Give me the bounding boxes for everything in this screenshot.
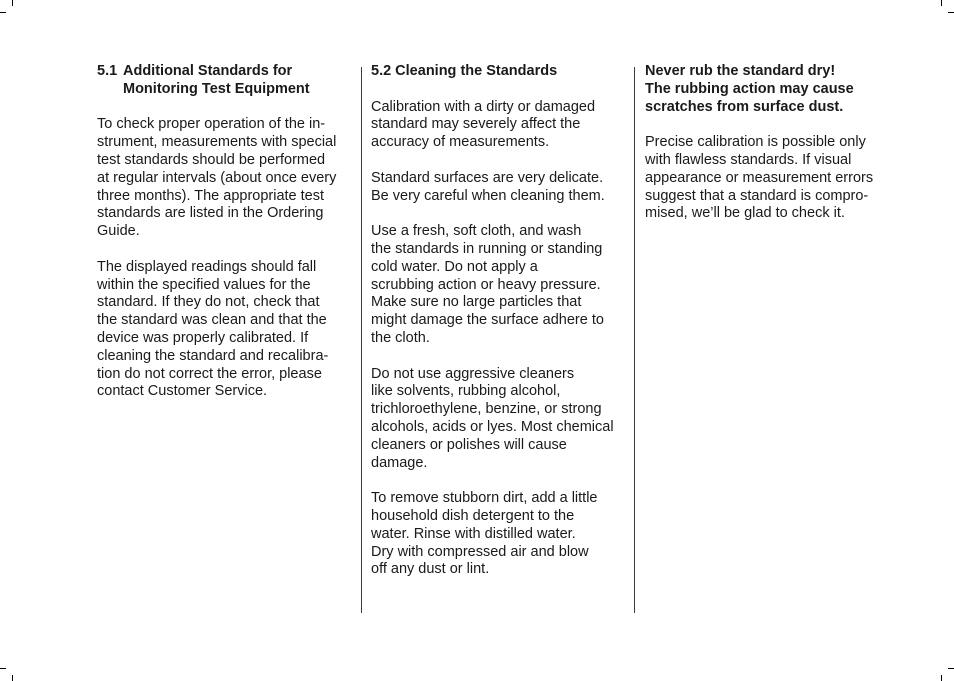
section-5-1-paragraph-1: To check proper operation of the in- strument, measurements with special test standards should be performed at regular intervals (about once every three months). The appropriate test standards are listed in the Ordering Guide. (97, 116, 337, 240)
crop-mark-bottom-right-v (941, 675, 942, 681)
calibration-note: Precise calibration is possible only with flawless standards. If visual appearance or measurement errors suggest that a standard is compro- mised, we’ll be glad to check it. (645, 134, 874, 222)
section-5-1-title-line2: Monitoring Test Equipment (123, 80, 310, 97)
crop-mark-bottom-left-h (0, 668, 6, 669)
section-5-1-title-line1: Additional Standards for (123, 63, 293, 79)
section-5-2-paragraph-2: Standard surfaces are very delicate. Be very careful when cleaning them. (371, 169, 605, 204)
column-divider-1 (361, 67, 362, 613)
section-5-1-number: 5.1 (97, 63, 118, 79)
column-section-5-1 (97, 63, 352, 419)
column-section-5-2 (371, 63, 626, 597)
section-5-2-paragraph-3: Use a fresh, soft cloth, and wash the standards in running or standing cold water. Do not apply a scrubbing action or heavy pressure. Make sure no large particles that might damage the surface adhere to the cloth. (371, 223, 604, 346)
crop-mark-top-left-h (0, 12, 6, 13)
crop-mark-top-right-h (948, 12, 954, 13)
crop-mark-bottom-left-v (12, 675, 13, 681)
section-5-2-paragraph-5: To remove stubborn dirt, add a little household dish detergent to the water. Rinse with distilled water. Dry with compressed air and blow off any dust or lint. (371, 490, 598, 578)
crop-mark-top-right-v (941, 0, 942, 6)
section-5-2-heading: 5.2 Cleaning the Standards (371, 63, 558, 79)
column-divider-2 (634, 67, 635, 613)
section-5-2-paragraph-1: Calibration with a dirty or damaged standard may severely affect the accuracy of measurements. (371, 98, 596, 151)
section-5-1-paragraph-2: The displayed readings should fall within the specified values for the standard. If they do not, check that the standard was clean and that the device was properly calibrated. If cleaning the standard and recalibra- tion do not correct the error, please contact Customer Service. (97, 258, 329, 400)
section-5-1-heading (97, 63, 352, 99)
section-5-2-paragraph-4: Do not use aggressive cleaners like solvents, rubbing alcohol, trichloroethylene, benzine, or strong alcohols, acids or lyes. Most chemical cleaners or polishes will cause damage. (371, 365, 614, 471)
crop-mark-bottom-right-h (948, 668, 954, 669)
warning-text: Never rub the standard dry! The rubbing action may cause scratches from surface dust. (645, 63, 854, 115)
column-notes (645, 63, 895, 241)
crop-mark-top-left-v (12, 0, 13, 6)
